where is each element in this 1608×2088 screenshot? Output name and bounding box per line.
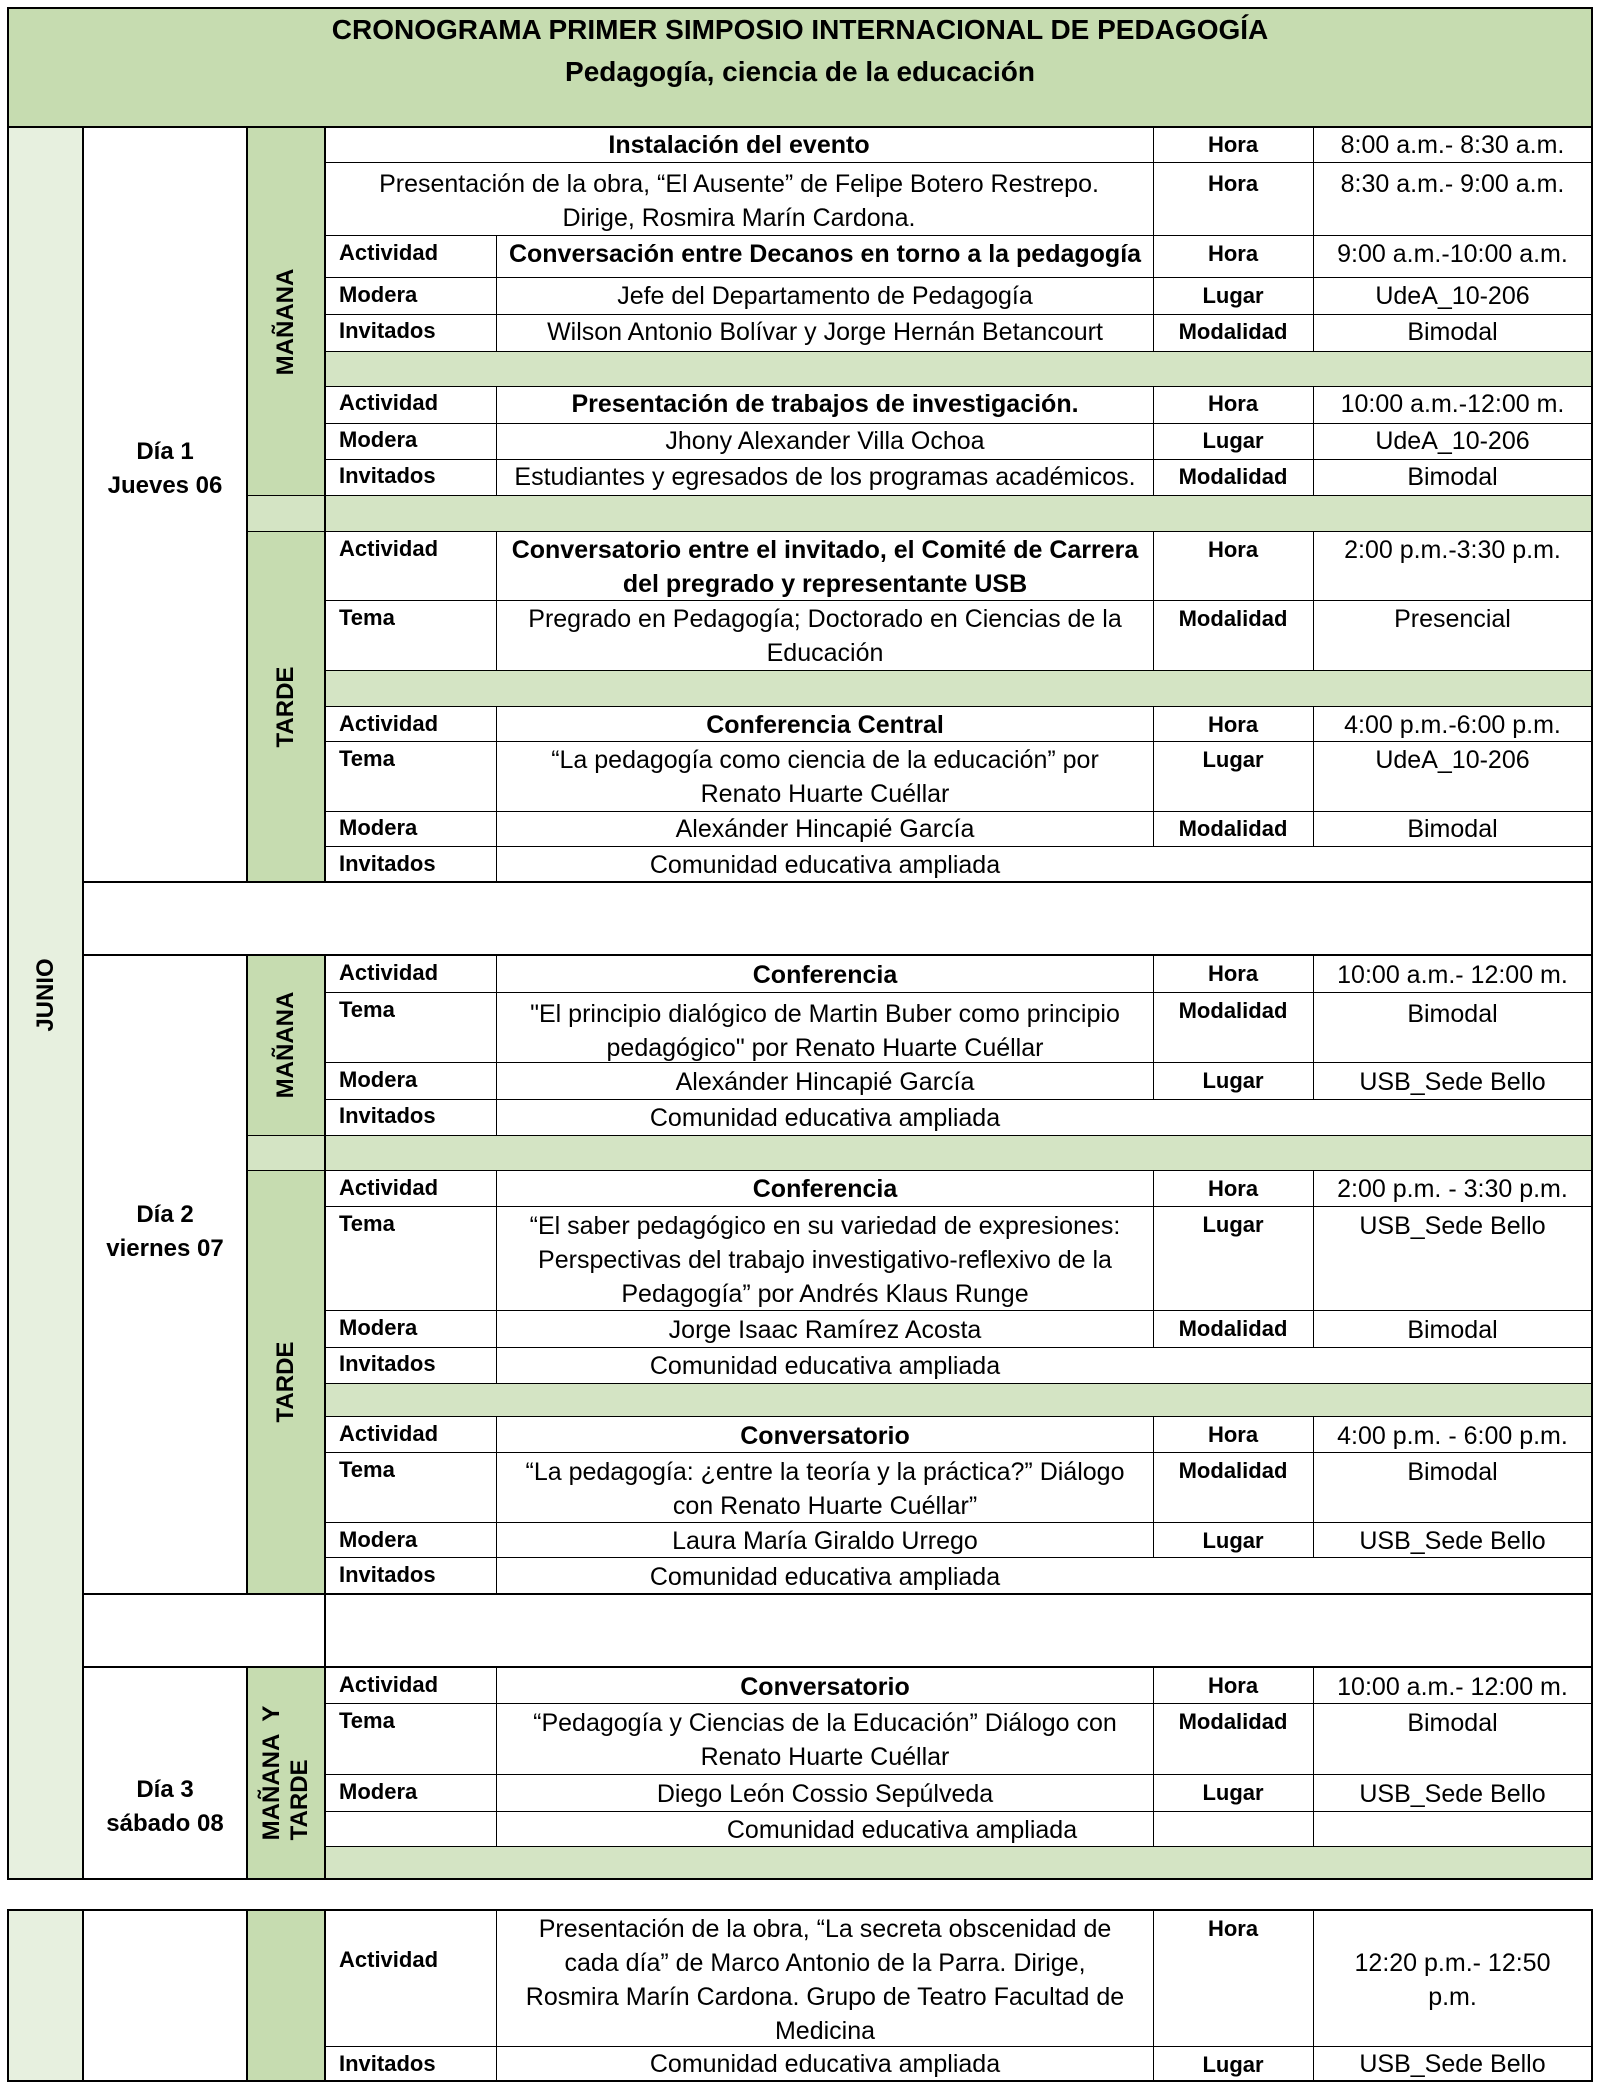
- d3b1-extra: Comunidad educativa ampliada: [726, 1816, 1078, 1844]
- label-modera: Modera: [339, 1527, 418, 1552]
- label-hora: Hora: [1207, 1916, 1259, 1941]
- d1b1-modera: Jefe del Departamento de Pedagogía: [617, 282, 1033, 310]
- d1b3-actividad-line1: Conversatorio entre el invitado, el Comité de Carrera: [511, 536, 1139, 564]
- label-lugar: Lugar: [1202, 1212, 1264, 1237]
- d1b2-time: 10:00 a.m.-12:00 m.: [1340, 390, 1565, 418]
- label-modalidad: Modalidad: [1178, 606, 1288, 631]
- label-actividad: Actividad: [339, 711, 439, 736]
- d2b3-tema-line1: “La pedagogía: ¿entre la teoría y la práctica?” Diálogo: [525, 1458, 1125, 1486]
- day1-label: [83, 435, 247, 503]
- d2b3-modalidad: Bimodal: [1407, 1458, 1498, 1486]
- d3-vertical-label: [247, 1667, 325, 1879]
- d1b4-time: 4:00 p.m.-6:00 p.m.: [1344, 711, 1561, 739]
- label-lugar: Lugar: [1202, 747, 1264, 772]
- installation-time: 8:00 a.m.- 8:30 a.m.: [1340, 131, 1565, 159]
- label-tema: Tema: [339, 1457, 395, 1482]
- extra-time-line2: p.m.: [1428, 1983, 1477, 2011]
- vertical-label-line2: TARDE: [286, 1759, 313, 1841]
- separator-bar: [247, 1135, 1592, 1170]
- label-tema: Tema: [339, 1211, 395, 1236]
- d2b3-lugar: USB_Sede Bello: [1359, 1527, 1546, 1555]
- d2b3-actividad: Conversatorio: [740, 1422, 910, 1450]
- d2b2-actividad: Conferencia: [752, 1175, 898, 1203]
- d2b1-actividad: Conferencia: [752, 961, 898, 989]
- label-hora: Hora: [1207, 391, 1259, 416]
- d1b4-tema-line1: “La pedagogía como ciencia de la educación” por: [551, 746, 1099, 774]
- label-modalidad: Modalidad: [1178, 816, 1288, 841]
- label-hora: Hora: [1207, 712, 1259, 737]
- d2b1-modalidad: Bimodal: [1407, 1000, 1498, 1028]
- d3b1-actividad: Conversatorio: [740, 1673, 910, 1701]
- label-hora: Hora: [1207, 1176, 1259, 1201]
- extra-invitados: Comunidad educativa ampliada: [649, 2050, 1001, 2078]
- label-lugar: Lugar: [1202, 1780, 1264, 1805]
- label-tema: Tema: [339, 1708, 395, 1733]
- label-modera: Modera: [339, 427, 418, 452]
- day2-label-line1: Día 2: [136, 1201, 194, 1228]
- d1b4-modera: Alexánder Hincapié García: [675, 815, 975, 843]
- separator-bar: [325, 1383, 1592, 1416]
- d1b3-time: 2:00 p.m.-3:30 p.m.: [1344, 536, 1561, 564]
- label-modera: Modera: [339, 282, 418, 307]
- label-modera: Modera: [339, 1779, 418, 1804]
- label-actividad: Actividad: [339, 1672, 439, 1697]
- installation-title: Instalación del evento: [608, 131, 870, 159]
- label-modera: Modera: [339, 815, 418, 840]
- extra-actividad-line1: Presentación de la obra, “La secreta obscenidad de: [538, 1915, 1112, 1943]
- extra-time-line1: 12:20 p.m.- 12:50: [1354, 1949, 1551, 1977]
- label-actividad: Actividad: [339, 536, 439, 561]
- d3b1-tema-line2: Renato Huarte Cuéllar: [700, 1743, 950, 1771]
- d1b3-modalidad: Presencial: [1394, 605, 1511, 633]
- d1-manana-label: [247, 127, 325, 517]
- d1b2-lugar: UdeA_10-206: [1375, 427, 1530, 455]
- vertical-label: MAÑANA: [272, 268, 299, 376]
- d2b1-invitados: Comunidad educativa ampliada: [649, 1104, 1001, 1132]
- d2b2-tema-line3: Pedagogía” por Andrés Klaus Runge: [621, 1280, 1029, 1308]
- d2-manana-label: [247, 955, 325, 1135]
- day3-label-line2: sábado 08: [106, 1810, 224, 1837]
- vertical-label-line1: MAÑANA Y: [258, 1705, 285, 1841]
- label-invitados: Invitados: [339, 1562, 436, 1587]
- d3b1-tema-line1: “Pedagogía y Ciencias de la Educación” Diálogo con: [533, 1709, 1117, 1737]
- day2-label: [83, 1198, 247, 1266]
- separator-bar: [325, 670, 1592, 706]
- label-lugar: Lugar: [1202, 1528, 1264, 1553]
- label-modalidad: Modalidad: [1178, 1709, 1288, 1734]
- separator-bar: [325, 1846, 1592, 1879]
- vertical-label: [258, 1706, 314, 1841]
- play-line2: Dirige, Rosmira Marín Cardona.: [562, 204, 916, 232]
- label-hora: Hora: [1207, 537, 1259, 562]
- label-hora: Hora: [1207, 241, 1259, 266]
- d1b1-actividad: Conversación entre Decanos en torno a la pedagogía: [508, 240, 1142, 268]
- label-invitados: Invitados: [339, 851, 436, 876]
- label-hora: Hora: [1207, 132, 1259, 157]
- d1b1-time: 9:00 a.m.-10:00 a.m.: [1337, 240, 1568, 268]
- label-actividad: Actividad: [339, 390, 439, 415]
- label-actividad: Actividad: [339, 1947, 439, 1972]
- d3b1-time: 10:00 a.m.- 12:00 m.: [1337, 1673, 1568, 1701]
- d2b3-modera: Laura María Giraldo Urrego: [672, 1527, 978, 1555]
- label-modalidad: Modalidad: [1178, 998, 1288, 1023]
- d2b2-tema-line2: Perspectivas del trabajo investigativo-reflexivo de la: [538, 1246, 1112, 1274]
- day3-label-line1: Día 3: [136, 1776, 194, 1803]
- d2b3-invitados: Comunidad educativa ampliada: [649, 1563, 1001, 1591]
- d1b4-invitados: Comunidad educativa ampliada: [649, 851, 1001, 879]
- extra-month-column: [8, 1910, 83, 2082]
- d2b1-tema-line2: pedagógico" por Renato Huarte Cuéllar: [606, 1034, 1044, 1062]
- label-hora: Hora: [1207, 961, 1259, 986]
- month-label-cell: [8, 920, 83, 1070]
- label-actividad: Actividad: [339, 960, 439, 985]
- d2b2-invitados: Comunidad educativa ampliada: [649, 1352, 1001, 1380]
- separator-bar: [247, 495, 1592, 531]
- label-actividad: Actividad: [339, 240, 439, 265]
- d2b2-lugar: USB_Sede Bello: [1359, 1212, 1546, 1240]
- extra-actividad-line4: Medicina: [774, 2017, 876, 2045]
- play-time: 8:30 a.m.- 9:00 a.m.: [1340, 170, 1565, 198]
- d2-tarde-label: [247, 1170, 325, 1593]
- vertical-label: TARDE: [272, 1341, 299, 1422]
- day1-label-line2: Jueves 06: [107, 472, 223, 499]
- day2-label-line2: viernes 07: [106, 1235, 224, 1262]
- d2b2-modalidad: Bimodal: [1407, 1316, 1498, 1344]
- extra-lugar: USB_Sede Bello: [1359, 2050, 1546, 2078]
- d1b4-actividad: Conferencia Central: [706, 711, 944, 739]
- d1-tarde-label: [247, 531, 325, 882]
- page-subtitle: Pedagogía, ciencia de la educación: [565, 56, 1035, 87]
- d2b1-modera: Alexánder Hincapié García: [675, 1068, 975, 1096]
- label-modera: Modera: [339, 1315, 418, 1340]
- vertical-label: TARDE: [272, 666, 299, 747]
- d1b4-modalidad: Bimodal: [1407, 815, 1498, 843]
- d1b4-tema-line2: Renato Huarte Cuéllar: [700, 780, 950, 808]
- d1b2-modera: Jhony Alexander Villa Ochoa: [665, 427, 985, 455]
- play-line1: Presentación de la obra, “El Ausente” de Felipe Botero Restrepo.: [379, 170, 1099, 198]
- label-modalidad: Modalidad: [1178, 319, 1288, 344]
- d3b1-modera: Diego León Cossio Sepúlveda: [656, 1780, 994, 1808]
- label-lugar: Lugar: [1202, 2052, 1264, 2077]
- d2b1-lugar: USB_Sede Bello: [1359, 1068, 1546, 1096]
- separator-bar: [325, 351, 1592, 386]
- d1b4-lugar: UdeA_10-206: [1375, 746, 1530, 774]
- extra-actividad-line2: cada día” de Marco Antonio de la Parra. Dirige,: [564, 1949, 1086, 1977]
- d1b2-actividad: Presentación de trabajos de investigación.: [571, 390, 1079, 418]
- d3b1-modalidad: Bimodal: [1407, 1709, 1498, 1737]
- d1b2-invitados: Estudiantes y egresados de los programas académicos.: [514, 463, 1136, 491]
- label-invitados: Invitados: [339, 1351, 436, 1376]
- label-actividad: Actividad: [339, 1421, 439, 1446]
- d1b3-tema-line1: Pregrado en Pedagogía; Doctorado en Ciencias de la: [528, 605, 1122, 633]
- d1b1-invitados: Wilson Antonio Bolívar y Jorge Hernán Betancourt: [547, 318, 1103, 346]
- label-hora: Hora: [1207, 1673, 1259, 1698]
- label-lugar: Lugar: [1202, 428, 1264, 453]
- label-hora: Hora: [1207, 171, 1259, 196]
- day1-label-line1: Día 1: [136, 438, 194, 465]
- d2b3-tema-line2: con Renato Huarte Cuéllar”: [672, 1492, 978, 1520]
- label-modalidad: Modalidad: [1178, 1458, 1288, 1483]
- extra-green-column: [247, 1910, 325, 2082]
- d1b1-modalidad: Bimodal: [1407, 318, 1498, 346]
- label-invitados: Invitados: [339, 1103, 436, 1128]
- label-tema: Tema: [339, 605, 395, 630]
- d2b2-time: 2:00 p.m. - 3:30 p.m.: [1337, 1175, 1568, 1203]
- label-invitados: Invitados: [339, 463, 436, 488]
- d2b3-time: 4:00 p.m. - 6:00 p.m.: [1337, 1422, 1568, 1450]
- label-modalidad: Modalidad: [1178, 464, 1288, 489]
- label-tema: Tema: [339, 746, 395, 771]
- day3-label: [83, 1773, 247, 1841]
- label-tema: Tema: [339, 997, 395, 1022]
- d2b1-tema-line1: "El principio dialógico de Martin Buber como principio: [530, 1000, 1120, 1028]
- d3b1-lugar: USB_Sede Bello: [1359, 1780, 1546, 1808]
- d2b1-time: 10:00 a.m.- 12:00 m.: [1337, 961, 1568, 989]
- d2b2-tema-line1: “El saber pedagógico en su variedad de expresiones:: [529, 1212, 1121, 1240]
- label-invitados: Invitados: [339, 318, 436, 343]
- d1b1-lugar: UdeA_10-206: [1375, 282, 1530, 310]
- label-invitados: Invitados: [339, 2051, 436, 2076]
- month-label: JUNIO: [31, 958, 59, 1032]
- vertical-label: MAÑANA: [272, 991, 299, 1099]
- page-title: CRONOGRAMA PRIMER SIMPOSIO INTERNACIONAL DE PEDAGOGÍA: [331, 14, 1269, 45]
- label-lugar: Lugar: [1202, 1068, 1264, 1093]
- label-modera: Modera: [339, 1067, 418, 1092]
- d1b3-tema-line2: Educación: [766, 639, 884, 667]
- label-modalidad: Modalidad: [1178, 1316, 1288, 1341]
- label-actividad: Actividad: [339, 1175, 439, 1200]
- extra-actividad-line3: Rosmira Marín Cardona. Grupo de Teatro Facultad de: [525, 1983, 1125, 2011]
- d1b2-modalidad: Bimodal: [1407, 463, 1498, 491]
- d2b2-modera: Jorge Isaac Ramírez Acosta: [668, 1316, 982, 1344]
- label-lugar: Lugar: [1202, 283, 1264, 308]
- d1b3-actividad-line2: del pregrado y representante USB: [622, 570, 1028, 598]
- label-hora: Hora: [1207, 1422, 1259, 1447]
